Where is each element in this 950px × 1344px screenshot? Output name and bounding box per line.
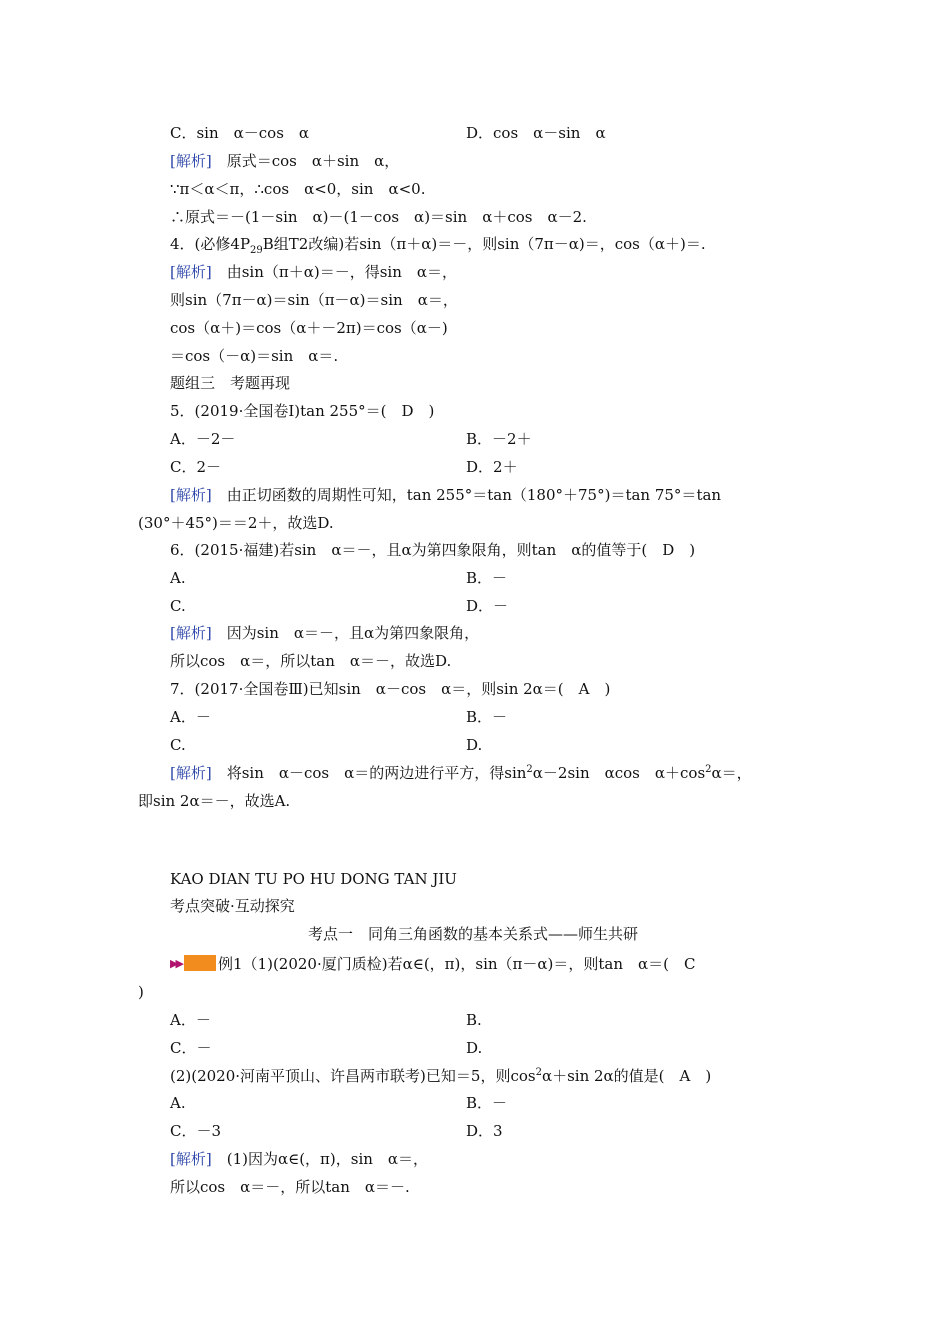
example1-part2-option-d: D．3 <box>466 1122 503 1140</box>
q5-analysis-line-1: [解析] 由正切函数的周期性可知，tan 255°＝tan（180°＋75°)＝tan 75°＝tan <box>170 486 722 504</box>
q6-analysis-line-1: [解析] 因为sin α＝－，且α为第四象限角， <box>170 624 480 642</box>
q4-analysis-line-4: ＝cos（－α)＝sin α＝. <box>170 347 339 365</box>
double-arrow-icon: ▶▶ <box>170 956 181 970</box>
q3-option-d: D．cos α－sin α <box>466 124 606 142</box>
q5-option-a: A．－2－ <box>170 430 236 448</box>
q3-analysis-line-1: [解析] 原式＝cos α＋sin α， <box>170 152 400 170</box>
q7-stem: 7．(2017·全国卷Ⅲ)已知sin α－cos α＝，则sin 2α＝( A ) <box>170 680 611 698</box>
q6-analysis-line-2: 所以cos α＝，所以tan α＝－，故选D. <box>170 652 452 670</box>
q6-option-c: C. <box>170 597 186 615</box>
analysis-label: [解析] <box>170 263 212 281</box>
q7-option-c: C. <box>170 736 186 754</box>
group3-title: 题组三 考题再现 <box>170 374 291 392</box>
q3-option-c: C．sin α－cos α <box>170 124 310 142</box>
example1-line-1: 例1（1)(2020·厦门质检)若α∈(，π)，sin（π－α)＝，则tan α＝( C <box>218 955 696 973</box>
q5-option-d: D．2＋ <box>466 458 518 476</box>
example1-analysis-line-2: 所以cos α＝－，所以tan α＝－. <box>170 1178 410 1196</box>
q6-option-a: A. <box>170 569 186 587</box>
q7-option-a: A．－ <box>170 708 211 726</box>
q5-option-b: B．－2＋ <box>466 430 532 448</box>
example1-part2-option-b: B．－ <box>466 1094 508 1112</box>
example1-option-a: A．－ <box>170 1011 211 1029</box>
example-marker <box>170 955 216 971</box>
analysis-label: [解析] <box>170 764 212 782</box>
q6-option-b: B．－ <box>466 569 508 587</box>
q7-option-d: D. <box>466 736 483 754</box>
example1-option-c: C．－ <box>170 1039 212 1057</box>
example1-part2-option-c: C．－3 <box>170 1122 222 1140</box>
q4-analysis-line-3: cos（α＋)＝cos（α＋－2π)＝cos（α－) <box>170 319 448 337</box>
q6-option-d: D．－ <box>466 597 509 615</box>
analysis-label: [解析] <box>170 1150 212 1168</box>
example1-option-d: D. <box>466 1039 483 1057</box>
q3-analysis-line-2: ∵π＜α＜π，∴cos α<0，sin α<0. <box>170 180 426 198</box>
q4-stem: 4．(必修$4P_{29}B$组T2改编)若sin（π＋α)＝－，则sin（7π－α)＝，cos（α＋)＝. <box>170 235 706 256</box>
analysis-label: [解析] <box>170 152 212 170</box>
section-title: 考点突破·互动探究 <box>170 897 295 915</box>
q7-analysis-line-2: 即sin 2α＝－，故选A. <box>138 792 291 810</box>
example1-line-1-cont: ) <box>138 983 144 1001</box>
q4-analysis-line-2: 则sin（7π－α)＝sin（π－α)＝sin α＝， <box>170 291 458 309</box>
example1-analysis-line-1: [解析] (1)因为α∈(，π)，sin α＝， <box>170 1150 429 1168</box>
q4-analysis-line-1: [解析] 由sin（π＋α)＝－，得sin α＝， <box>170 263 458 281</box>
section-pinyin: KAO DIAN TU PO HU DONG TAN JIU <box>170 870 457 888</box>
q6-stem: 6．(2015·福建)若sin α＝－，且α为第四象限角，则tan α的值等于( D ) <box>170 541 696 559</box>
q5-stem: 5．(2019·全国卷Ⅰ)tan 255°＝( D ) <box>170 402 435 420</box>
example1-part2-stem: (2)(2020·河南平顶山、许昌两市联考)已知＝5，则$\cos^2\alpha+\sin$ 2α的值是( A ) <box>170 1067 712 1085</box>
analysis-label: [解析] <box>170 486 212 504</box>
example1-option-b: B. <box>466 1011 482 1029</box>
example-badge-icon <box>184 955 216 971</box>
q5-option-c: C．2－ <box>170 458 222 476</box>
q7-analysis-line-1: [解析] 将sin α－cos α＝的两边进行平方，得$\sin^2\alpha-2\sin$ αcos $\alpha+\cos^2\alpha=$， <box>170 764 752 782</box>
q7-option-b: B．－ <box>466 708 508 726</box>
analysis-label: [解析] <box>170 624 212 642</box>
knowledge-point-1-title: 考点一 同角三角函数的基本关系式——师生共研 <box>308 925 639 943</box>
q5-analysis-line-2: (30°＋45°)＝＝2＋，故选D. <box>138 514 334 532</box>
q3-analysis-line-3: ∴原式＝－(1－sin α)－(1－cos α)＝sin α＋cos α－2. <box>170 208 587 226</box>
example1-part2-option-a: A. <box>170 1094 186 1112</box>
